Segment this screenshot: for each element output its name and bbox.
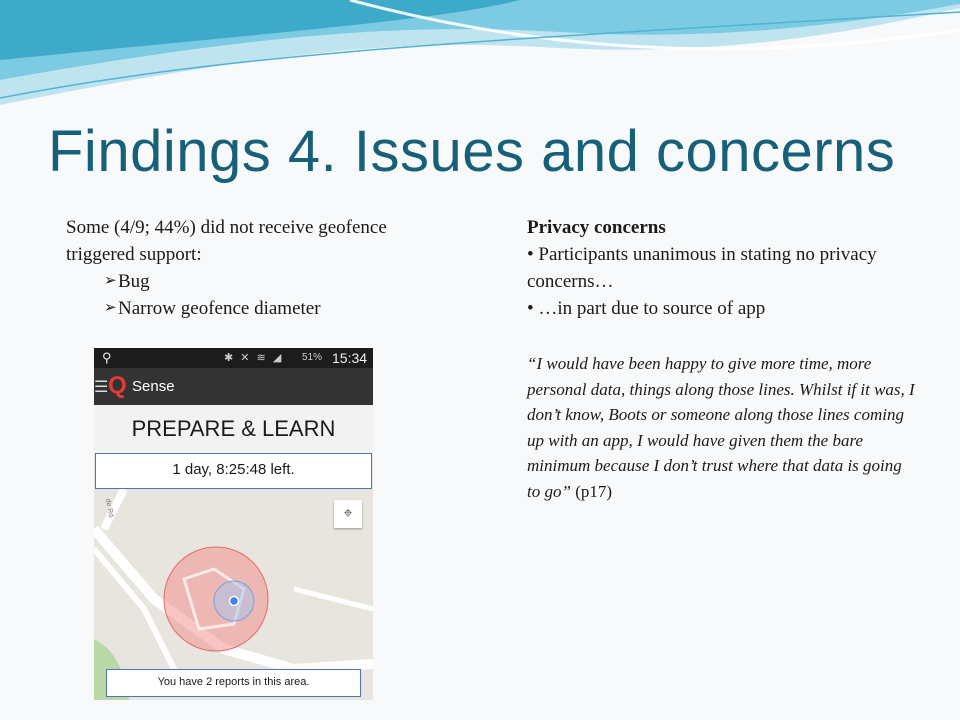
privacy-findings [527, 214, 917, 322]
location-pin-icon: ⚲ [102, 350, 112, 365]
app-logo: Q [108, 372, 127, 399]
status-bar [94, 348, 373, 368]
current-location-dot [230, 597, 239, 606]
reports-banner [106, 669, 361, 697]
screen-heading [94, 405, 373, 453]
status-icons: ✱ ✕ ≋ ◢ [224, 352, 284, 364]
privacy-point: • …in part due to source of app [527, 298, 766, 319]
battery-level: 51% [302, 352, 323, 363]
arrow-bullet-icon: ➢ [104, 300, 117, 316]
participant-quote [527, 351, 917, 504]
geofence-intro: Some (4/9; 44%) did not receive geofence triggered support: [66, 217, 387, 265]
issue-list [66, 268, 416, 322]
issue-label: Bug [118, 271, 150, 292]
header-wave [0, 0, 960, 120]
privacy-heading: Privacy concerns [527, 217, 666, 238]
app-screenshot [94, 348, 373, 700]
screen-heading-label: PREPARE & LEARN [131, 416, 336, 441]
crosshair-icon: ⌖ [343, 505, 353, 522]
app-bar [94, 368, 373, 405]
quote-citation: (p17) [575, 481, 613, 501]
road-label: de Rd [104, 498, 115, 518]
countdown-timer [95, 453, 372, 489]
privacy-point: • Participants unanimous in stating no privacy concerns… [527, 244, 877, 292]
issue-label: Narrow geofence diameter [118, 298, 321, 319]
slide-title: Findings 4. Issues and concerns [48, 119, 896, 184]
countdown-label: 1 day, 8:25:48 left. [172, 461, 295, 478]
clock: 15:34 [332, 350, 368, 366]
reports-label: You have 2 reports in this area. [157, 676, 310, 688]
menu-icon[interactable]: ☰ [94, 379, 109, 396]
geofence-findings [66, 214, 416, 322]
issue-item [104, 295, 416, 322]
locate-button[interactable] [334, 500, 362, 528]
app-name: Sense [132, 378, 175, 395]
arrow-bullet-icon: ➢ [104, 273, 117, 289]
quote-text: “I would have been happy to give more time, more personal data, things along those lines. Whilst if it was, I don’t know, Boots or someone along those lines coming up with an app, I would have given them the bare minimum because I don’t trust where that data is going to go” [527, 354, 915, 501]
issue-item [104, 268, 416, 295]
